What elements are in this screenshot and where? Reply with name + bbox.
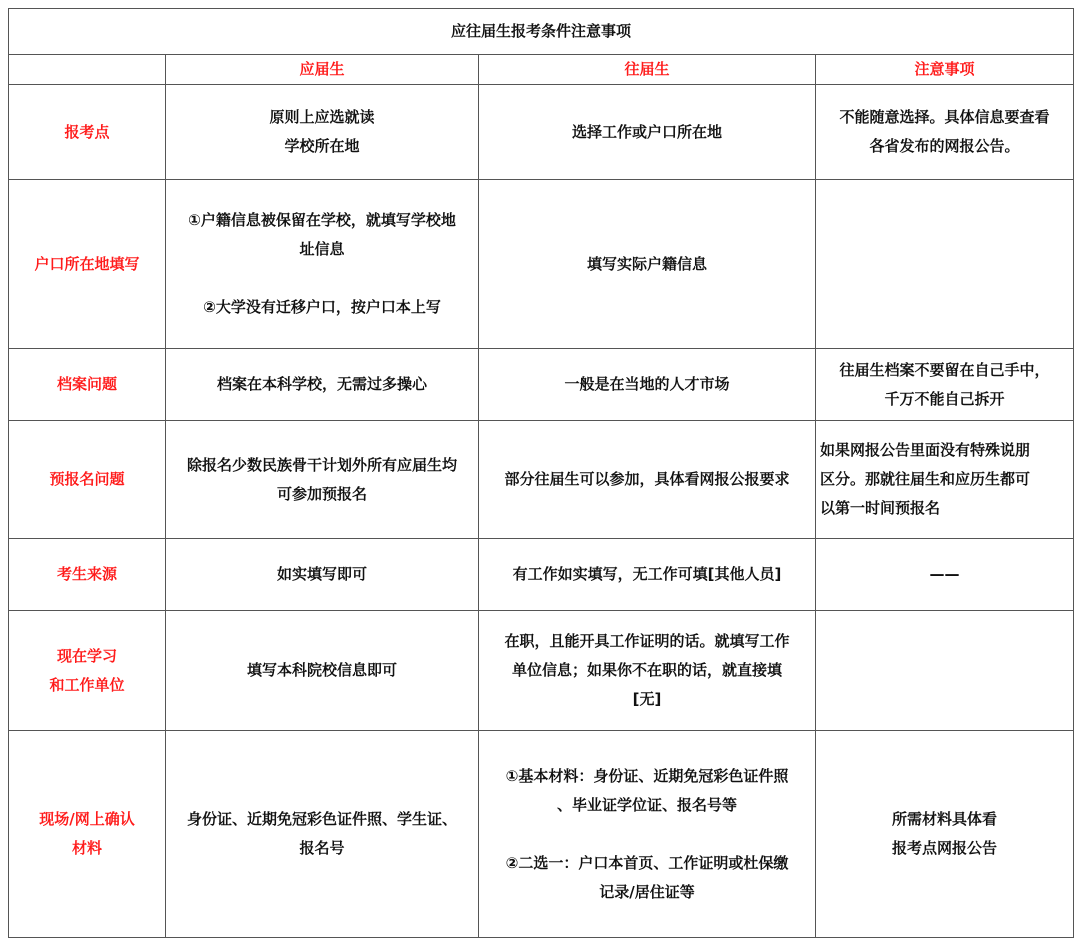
cell-previous: 一般是在当地的人才市场 [479,349,816,421]
header-current-graduates: 应届生 [166,55,479,85]
cell-current: 填写本科院校信息即可 [166,611,479,731]
cell-notes: —— [816,539,1074,611]
table-row [9,611,1074,731]
header-empty [9,55,166,85]
cell-current: 原则上应选就读 学校所在地 [166,85,479,180]
exam-conditions-table [8,8,1074,938]
table-row [9,349,1074,421]
row-label: 考生来源 [9,539,166,611]
cell-previous: ①基本材料：身份证、近期免冠彩色证件照 、毕业证学位证、报名号等 ②二选一：户口本首页、工作证明或杜保缴 记录/居住证等 [479,731,816,938]
row-label: 档案问题 [9,349,166,421]
table-row [9,180,1074,349]
cell-previous: 在职，且能开具工作证明的话。就填写工作 单位信息；如果你不在职的话，就直接填 [无] [479,611,816,731]
cell-current: 身份证、近期免冠彩色证件照、学生证、 报名号 [166,731,479,938]
table-title: 应往届生报考条件注意事项 [9,9,1074,55]
table-row [9,421,1074,539]
row-label: 报考点 [9,85,166,180]
row-label: 现在学习 和工作单位 [9,611,166,731]
cell-notes [816,180,1074,349]
cell-current: 如实填写即可 [166,539,479,611]
cell-current: ①户籍信息被保留在学校，就填写学校地 址信息 ②大学没有迁移户口，按户口本上写 [166,180,479,349]
cell-notes: 如果网报公告里面没有特殊说朋 区分。那就往届生和应历生都可 以第一时间预报名 [816,421,1074,539]
cell-notes: 往届生档案不要留在自己手中， 千万不能自己拆开 [816,349,1074,421]
cell-notes: 不能随意选择。具体信息要查看 各省发布的网报公告。 [816,85,1074,180]
cell-previous: 选择工作或户口所在地 [479,85,816,180]
header-previous-graduates: 往届生 [479,55,816,85]
cell-notes: 所需材料具体看 报考点网报公告 [816,731,1074,938]
table-row [9,85,1074,180]
cell-previous: 部分往届生可以参加，具体看网报公报要求 [479,421,816,539]
row-label: 预报名问题 [9,421,166,539]
cell-current: 档案在本科学校，无需过多操心 [166,349,479,421]
row-label: 现场/网上确认 材料 [9,731,166,938]
cell-notes [816,611,1074,731]
cell-previous: 填写实际户籍信息 [479,180,816,349]
table-row [9,731,1074,938]
row-label: 户口所在地填写 [9,180,166,349]
cell-previous: 有工作如实填写，无工作可填[其他人员] [479,539,816,611]
table-row [9,539,1074,611]
cell-current: 除报名少数民族骨干计划外所有应届生均 可参加预报名 [166,421,479,539]
header-notes: 注意事项 [816,55,1074,85]
